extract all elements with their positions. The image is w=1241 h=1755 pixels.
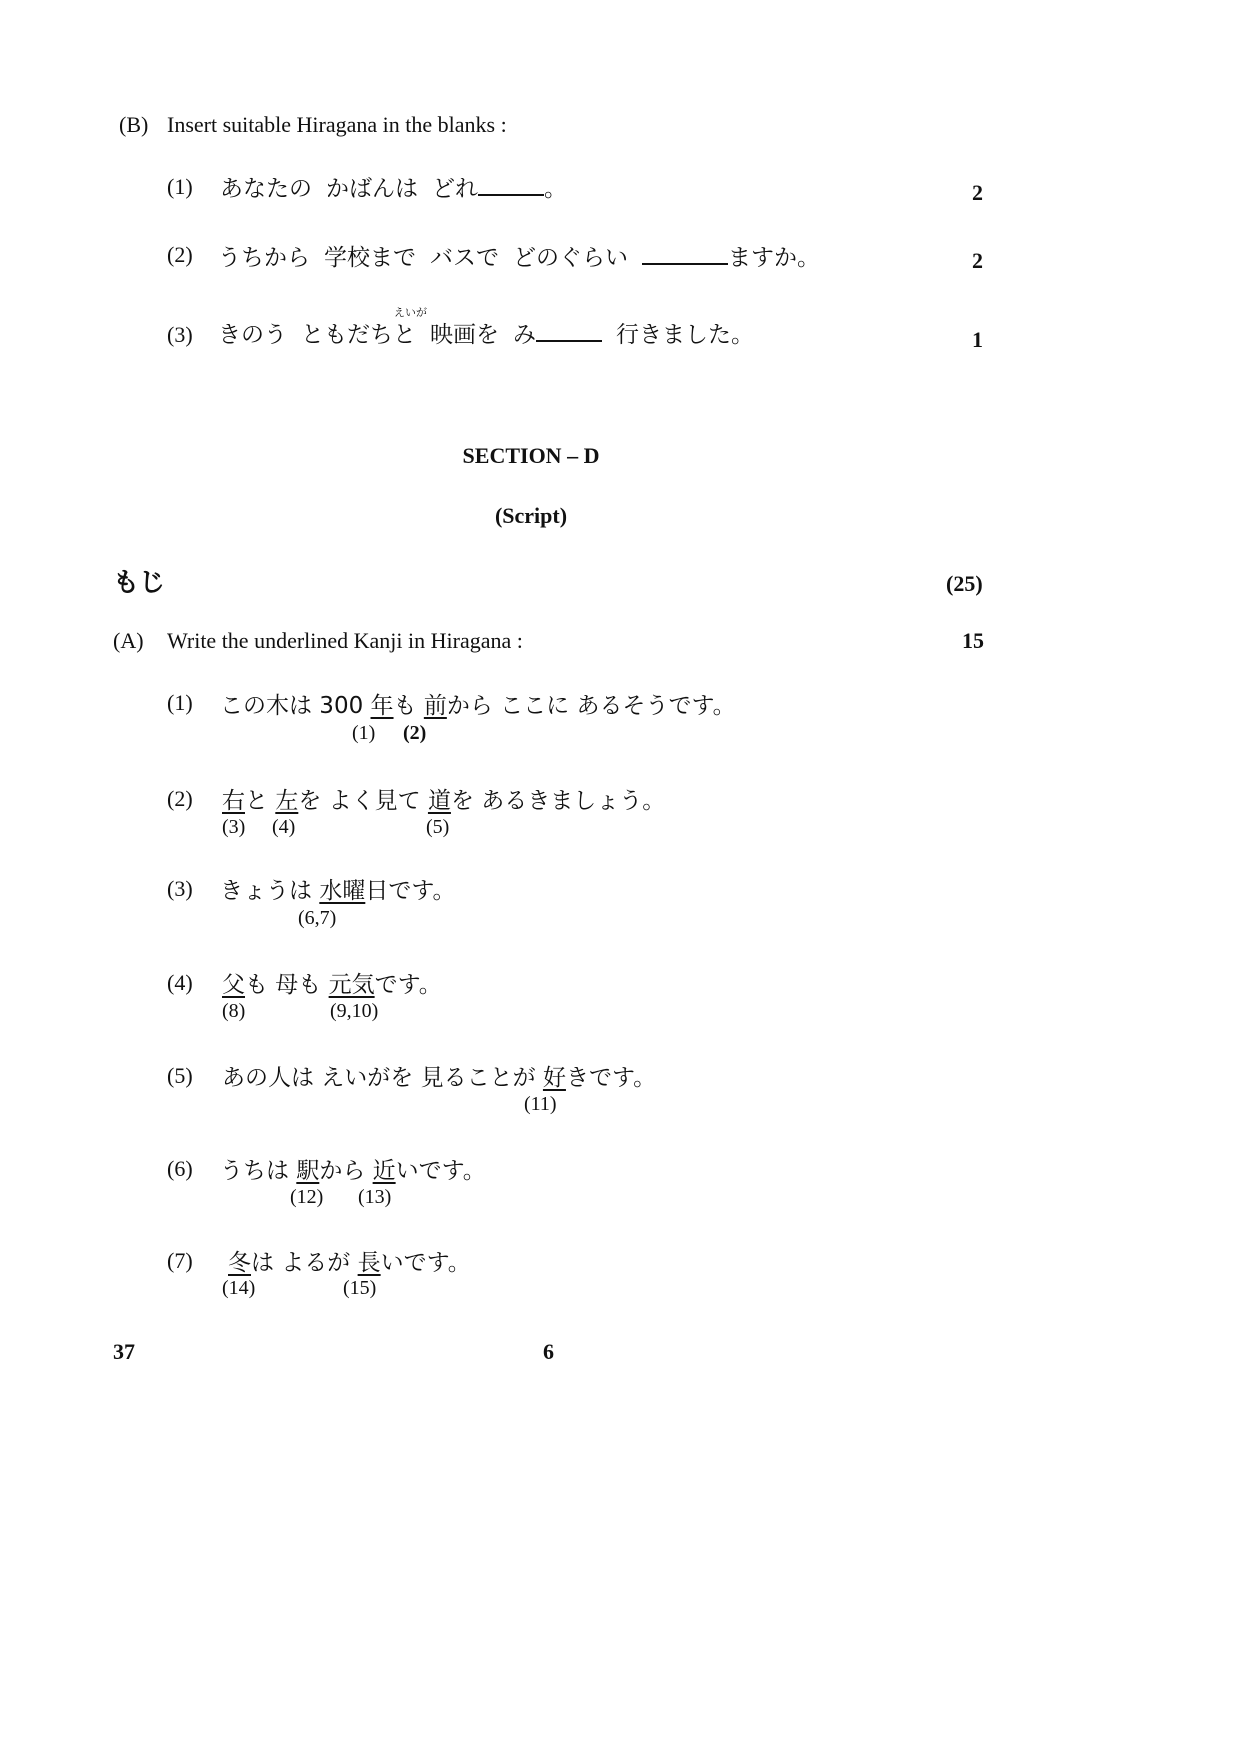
answer-blank[interactable]	[642, 245, 728, 265]
underlined-kanji: 近	[372, 1158, 396, 1184]
underlined-kanji: 父	[222, 972, 245, 998]
kanji-index: (5)	[426, 816, 450, 838]
question-number: (3)	[167, 876, 193, 901]
kanji-index: (8)	[222, 1000, 246, 1022]
kanji-index: (6,7)	[298, 907, 337, 929]
paper-code: 37	[113, 1339, 135, 1364]
underlined-kanji: 道	[427, 788, 451, 814]
kanji-index: (13)	[358, 1186, 392, 1208]
kanji-index: (15)	[343, 1277, 377, 1299]
underlined-kanji: 左	[275, 788, 299, 814]
underlined-kanji: 元気	[328, 972, 375, 998]
question-number: (1)	[167, 690, 193, 715]
part-a-marks: 15	[962, 628, 984, 653]
question-marks: 1	[972, 327, 983, 352]
question-number: (2)	[167, 242, 193, 267]
question-marks: 2	[972, 248, 983, 273]
kanji-index: (9,10)	[330, 1000, 379, 1022]
section-subtitle: (Script)	[494, 503, 568, 528]
question-text: うちから 学校まで バスで どのぐらい ますか。	[218, 245, 820, 271]
underlined-kanji: 右	[222, 788, 245, 814]
answer-blank[interactable]	[478, 176, 544, 196]
underlined-kanji: 駅	[296, 1158, 320, 1184]
question-number: (2)	[167, 786, 193, 811]
question-marks: 2	[972, 180, 983, 205]
underlined-kanji: 前	[423, 693, 447, 719]
answer-blank[interactable]	[536, 322, 602, 342]
question-text: あなたの かばんは どれ 。	[220, 176, 567, 202]
question-number: (1)	[167, 174, 193, 199]
question-text: 冬は よるが 長いです。	[228, 1250, 471, 1276]
underlined-kanji: 好	[542, 1065, 566, 1091]
part-b-label: (B)	[119, 112, 149, 137]
question-number: (4)	[167, 970, 193, 995]
part-a-instruction: Write the underlined Kanji in Hiragana :	[167, 628, 523, 653]
kanji-index: (14)	[222, 1277, 256, 1299]
kanji-index: (11)	[524, 1093, 557, 1115]
kanji-index: (4)	[272, 816, 296, 838]
question-text: あの人は えいがを 見ることが 好きです。	[222, 1065, 657, 1091]
question-number: (3)	[167, 322, 193, 347]
part-a-label: (A)	[113, 628, 144, 653]
underlined-kanji: 冬	[228, 1250, 251, 1276]
total-marks: (25)	[946, 571, 983, 596]
furigana: えいが	[394, 306, 427, 319]
question-text: 右と 左を よく見て 道を あるきましょう。	[222, 788, 666, 814]
kanji-index: (2)	[403, 722, 427, 744]
question-text: 父も 母も 元気です。	[222, 972, 442, 998]
part-b-instruction: Insert suitable Hiragana in the blanks :	[167, 112, 507, 137]
kanji-index: (1)	[352, 722, 376, 744]
moji-heading: もじ	[113, 568, 166, 598]
underlined-kanji: 水曜	[319, 878, 366, 904]
question-text: きのう ともだちと 映画を み 行きました。	[218, 322, 754, 348]
question-text: この木は 300 年も 前から ここに あるそうです。	[220, 693, 736, 719]
question-text: きょうは 水曜日です。	[220, 878, 456, 904]
question-number: (5)	[167, 1063, 193, 1088]
kanji-index: (3)	[222, 816, 246, 838]
question-number: (7)	[167, 1248, 193, 1273]
question-number: (6)	[167, 1156, 193, 1181]
kanji-index: (12)	[290, 1186, 324, 1208]
section-title: SECTION – D	[462, 443, 600, 468]
question-text: うちは 駅から 近いです。	[220, 1158, 486, 1184]
underlined-kanji: 長	[357, 1250, 381, 1276]
page-number: 6	[543, 1339, 554, 1364]
underlined-kanji: 年	[370, 693, 394, 719]
